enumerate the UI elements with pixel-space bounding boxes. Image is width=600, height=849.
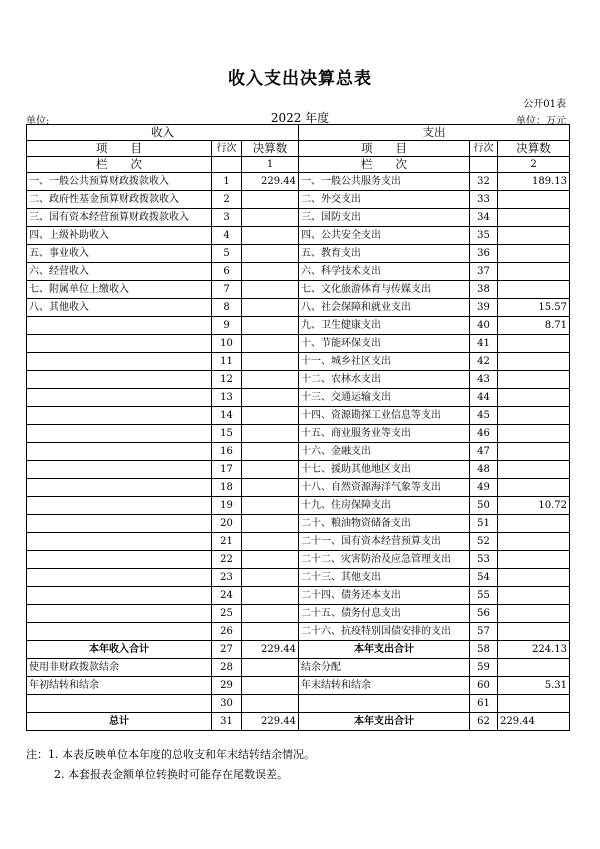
income-item <box>27 407 212 425</box>
expense-item: 十四、资源勘探工业信息等支出 <box>299 407 470 425</box>
expense-row-number: 49 <box>470 479 498 497</box>
table-row <box>27 227 570 245</box>
income-amount <box>242 677 299 695</box>
income-amount <box>242 605 299 623</box>
expense-row-number: 44 <box>470 389 498 407</box>
table-row <box>27 587 570 605</box>
empty-cell <box>470 157 498 173</box>
expense-amount <box>498 245 570 263</box>
income-row-number: 8 <box>212 299 242 317</box>
expense-amount <box>498 623 570 641</box>
expense-row-number: 61 <box>470 695 498 713</box>
income-amount <box>242 479 299 497</box>
total-row <box>27 677 570 695</box>
expense-row-number: 33 <box>470 191 498 209</box>
expense-item: 七、文化旅游体育与传媒支出 <box>299 281 470 299</box>
expense-item: 十三、交通运输支出 <box>299 389 470 407</box>
total-row <box>27 641 570 659</box>
income-item: 本年收入合计 <box>27 641 212 659</box>
note-2: 2. 本套报表金额单位转换时可能存在尾数误差。 <box>54 768 288 781</box>
table-row <box>27 335 570 353</box>
income-amount <box>242 587 299 605</box>
income-rowno-header: 行次 <box>212 141 242 157</box>
table-row <box>27 461 570 479</box>
unit-label: 单位: <box>26 116 50 127</box>
income-item <box>27 425 212 443</box>
expense-amount: 189.13 <box>498 173 570 191</box>
income-amount <box>242 209 299 227</box>
expense-item: 二十三、其他支出 <box>299 569 470 587</box>
expense-item: 十六、金融支出 <box>299 443 470 461</box>
expense-row-number: 62 <box>470 713 498 731</box>
expense-amount <box>498 281 570 299</box>
expense-amount <box>498 551 570 569</box>
expense-row-number: 52 <box>470 533 498 551</box>
income-row-number: 20 <box>212 515 242 533</box>
expense-item: 十八、自然资源海洋气象等支出 <box>299 479 470 497</box>
table-row <box>27 479 570 497</box>
income-amount <box>242 497 299 515</box>
expense-amount <box>498 353 570 371</box>
income-row-number: 24 <box>212 587 242 605</box>
expense-item: 十、节能环保支出 <box>299 335 470 353</box>
expense-item: 四、公共安全支出 <box>299 227 470 245</box>
total-row <box>27 713 570 731</box>
expense-row-number: 40 <box>470 317 498 335</box>
expense-item: 二十五、债务付息支出 <box>299 605 470 623</box>
table-row <box>27 389 570 407</box>
expense-amount <box>498 479 570 497</box>
expense-item-header: 项 目 <box>299 141 470 157</box>
income-item: 四、上级补助收入 <box>27 227 212 245</box>
expense-row-number: 57 <box>470 623 498 641</box>
income-row-number: 26 <box>212 623 242 641</box>
expense-item: 结余分配 <box>299 659 470 677</box>
expense-amount: 229.44 <box>498 713 570 731</box>
table-row <box>27 317 570 335</box>
expense-row-number: 58 <box>470 641 498 659</box>
expense-amount <box>498 443 570 461</box>
income-row-number: 11 <box>212 353 242 371</box>
expense-row-number: 50 <box>470 497 498 515</box>
expense-row-number: 51 <box>470 515 498 533</box>
table-row <box>27 425 570 443</box>
table-row <box>27 191 570 209</box>
expense-column-number: 2 <box>498 157 570 173</box>
income-column-label: 栏 次 <box>27 157 212 173</box>
expense-amount: 15.57 <box>498 299 570 317</box>
expense-row-number: 42 <box>470 353 498 371</box>
income-column-number: 1 <box>242 157 299 173</box>
expense-row-number: 36 <box>470 245 498 263</box>
income-amount <box>242 317 299 335</box>
income-amount <box>242 263 299 281</box>
expense-item: 五、教育支出 <box>299 245 470 263</box>
income-amount <box>242 659 299 677</box>
income-row-number: 27 <box>212 641 242 659</box>
expense-item: 九、卫生健康支出 <box>299 317 470 335</box>
expense-amount <box>498 191 570 209</box>
expense-amount: 8.71 <box>498 317 570 335</box>
expense-amount <box>498 605 570 623</box>
income-item: 年初结转和结余 <box>27 677 212 695</box>
expense-row-number: 46 <box>470 425 498 443</box>
income-row-number: 29 <box>212 677 242 695</box>
expense-item: 三、国防支出 <box>299 209 470 227</box>
income-amount <box>242 191 299 209</box>
table-row <box>27 515 570 533</box>
expense-item: 二十一、国有资本经营预算支出 <box>299 533 470 551</box>
expense-item: 本年支出合计 <box>299 641 470 659</box>
table-row <box>27 533 570 551</box>
income-amount: 229.44 <box>242 173 299 191</box>
budget-table <box>26 124 570 731</box>
income-amount-header: 决算数 <box>242 141 299 157</box>
income-row-number: 12 <box>212 371 242 389</box>
expense-row-number: 45 <box>470 407 498 425</box>
expense-amount <box>498 533 570 551</box>
income-amount <box>242 623 299 641</box>
income-item: 八、其他收入 <box>27 299 212 317</box>
expense-row-number: 48 <box>470 461 498 479</box>
expense-row-number: 56 <box>470 605 498 623</box>
expense-item: 本年支出合计 <box>299 713 470 731</box>
budget-table-body <box>27 125 570 731</box>
column-index-row <box>27 157 570 173</box>
income-item <box>27 317 212 335</box>
table-row <box>27 443 570 461</box>
income-item <box>27 569 212 587</box>
income-row-number: 9 <box>212 317 242 335</box>
expense-item: 十九、住房保障支出 <box>299 497 470 515</box>
income-amount <box>242 533 299 551</box>
expense-amount: 224.13 <box>498 641 570 659</box>
expense-row-number: 32 <box>470 173 498 191</box>
income-row-number: 14 <box>212 407 242 425</box>
income-row-number: 3 <box>212 209 242 227</box>
income-item <box>27 623 212 641</box>
expense-item: 十七、援助其他地区支出 <box>299 461 470 479</box>
income-row-number: 10 <box>212 335 242 353</box>
expense-row-number: 34 <box>470 209 498 227</box>
form-code: 公开01表 <box>523 99 566 110</box>
expense-amount <box>498 227 570 245</box>
expense-column-label: 栏 次 <box>299 157 470 173</box>
income-amount <box>242 371 299 389</box>
income-row-number: 28 <box>212 659 242 677</box>
income-section-header: 收入 <box>27 125 299 141</box>
income-row-number: 15 <box>212 425 242 443</box>
income-amount <box>242 515 299 533</box>
section-header-row <box>27 125 570 141</box>
income-amount <box>242 695 299 713</box>
income-row-number: 21 <box>212 533 242 551</box>
expense-row-number: 43 <box>470 371 498 389</box>
amount-unit: 单位：万元 <box>516 116 566 127</box>
expense-row-number: 55 <box>470 587 498 605</box>
table-row <box>27 497 570 515</box>
income-amount <box>242 281 299 299</box>
income-row-number: 22 <box>212 551 242 569</box>
expense-item: 八、社会保障和就业支出 <box>299 299 470 317</box>
expense-amount: 10.72 <box>498 497 570 515</box>
income-amount <box>242 245 299 263</box>
table-row <box>27 551 570 569</box>
expense-row-number: 59 <box>470 659 498 677</box>
expense-row-number: 38 <box>470 281 498 299</box>
income-amount <box>242 353 299 371</box>
income-row-number: 18 <box>212 479 242 497</box>
page-title: 收入支出决算总表 <box>228 69 372 89</box>
expense-amount <box>498 587 570 605</box>
income-item <box>27 479 212 497</box>
expense-row-number: 35 <box>470 227 498 245</box>
income-item <box>27 443 212 461</box>
income-row-number: 1 <box>212 173 242 191</box>
expense-item: 二、外交支出 <box>299 191 470 209</box>
expense-item: 二十、粮油物资储备支出 <box>299 515 470 533</box>
expense-amount <box>498 659 570 677</box>
table-row <box>27 353 570 371</box>
income-amount: 229.44 <box>242 641 299 659</box>
table-row <box>27 605 570 623</box>
expense-item: 十五、商业服务业等支出 <box>299 425 470 443</box>
expense-item: 十二、农林水支出 <box>299 371 470 389</box>
note-1: 注：1. 本表反映单位本年度的总收支和年末结转结余情况。 <box>26 748 315 761</box>
expense-item <box>299 695 470 713</box>
expense-row-number: 54 <box>470 569 498 587</box>
expense-amount <box>498 389 570 407</box>
income-item <box>27 371 212 389</box>
income-item <box>27 461 212 479</box>
income-row-number: 13 <box>212 389 242 407</box>
income-amount <box>242 461 299 479</box>
income-row-number: 4 <box>212 227 242 245</box>
income-amount <box>242 425 299 443</box>
income-item <box>27 335 212 353</box>
expense-row-number: 41 <box>470 335 498 353</box>
expense-row-number: 37 <box>470 263 498 281</box>
income-item: 二、政府性基金预算财政拨款收入 <box>27 191 212 209</box>
expense-item: 年末结转和结余 <box>299 677 470 695</box>
expense-row-number: 47 <box>470 443 498 461</box>
income-item: 七、附属单位上缴收入 <box>27 281 212 299</box>
income-item <box>27 587 212 605</box>
expense-row-number: 53 <box>470 551 498 569</box>
expense-amount <box>498 263 570 281</box>
expense-amount <box>498 695 570 713</box>
income-amount <box>242 299 299 317</box>
income-item: 五、事业收入 <box>27 245 212 263</box>
table-row <box>27 371 570 389</box>
income-item <box>27 551 212 569</box>
income-item <box>27 605 212 623</box>
income-row-number: 6 <box>212 263 242 281</box>
column-header-row <box>27 141 570 157</box>
income-item: 六、经营收入 <box>27 263 212 281</box>
expense-item: 一、一般公共服务支出 <box>299 173 470 191</box>
income-item <box>27 353 212 371</box>
total-row <box>27 695 570 713</box>
income-row-number: 17 <box>212 461 242 479</box>
income-row-number: 23 <box>212 569 242 587</box>
income-item <box>27 515 212 533</box>
income-amount <box>242 443 299 461</box>
table-row <box>27 173 570 191</box>
table-row <box>27 209 570 227</box>
table-row <box>27 263 570 281</box>
table-row <box>27 281 570 299</box>
expense-section-header: 支出 <box>299 125 570 141</box>
income-item: 总计 <box>27 713 212 731</box>
income-row-number: 31 <box>212 713 242 731</box>
expense-amount <box>498 209 570 227</box>
income-row-number: 19 <box>212 497 242 515</box>
income-item: 三、国有资本经营预算财政拨款收入 <box>27 209 212 227</box>
expense-item: 二十六、抗疫特别国债安排的支出 <box>299 623 470 641</box>
expense-amount <box>498 461 570 479</box>
income-amount <box>242 569 299 587</box>
expense-item: 二十二、灾害防治及应急管理支出 <box>299 551 470 569</box>
income-row-number: 16 <box>212 443 242 461</box>
income-amount <box>242 335 299 353</box>
expense-amount <box>498 569 570 587</box>
income-item <box>27 389 212 407</box>
expense-rowno-header: 行次 <box>470 141 498 157</box>
income-row-number: 5 <box>212 245 242 263</box>
income-item <box>27 533 212 551</box>
income-row-number: 2 <box>212 191 242 209</box>
income-item: 一、一般公共预算财政拨款收入 <box>27 173 212 191</box>
expense-row-number: 60 <box>470 677 498 695</box>
table-row <box>27 299 570 317</box>
table-row <box>27 245 570 263</box>
expense-amount <box>498 371 570 389</box>
expense-item: 二十四、债务还本支出 <box>299 587 470 605</box>
income-row-number: 7 <box>212 281 242 299</box>
income-item <box>27 497 212 515</box>
total-row <box>27 659 570 677</box>
table-row <box>27 407 570 425</box>
expense-amount <box>498 335 570 353</box>
expense-amount <box>498 425 570 443</box>
income-row-number: 25 <box>212 605 242 623</box>
footnotes <box>26 745 315 785</box>
fiscal-year: 2022 年度 <box>270 111 330 125</box>
income-item: 使用非财政拨款结余 <box>27 659 212 677</box>
expense-amount <box>498 407 570 425</box>
income-item <box>27 695 212 713</box>
expense-item: 十一、城乡社区支出 <box>299 353 470 371</box>
income-item-header: 项 目 <box>27 141 212 157</box>
income-amount: 229.44 <box>242 713 299 731</box>
income-amount <box>242 227 299 245</box>
empty-cell <box>212 157 242 173</box>
income-amount <box>242 551 299 569</box>
table-row <box>27 623 570 641</box>
income-row-number: 30 <box>212 695 242 713</box>
income-amount <box>242 407 299 425</box>
expense-amount-header: 决算数 <box>498 141 570 157</box>
expense-item: 六、科学技术支出 <box>299 263 470 281</box>
expense-row-number: 39 <box>470 299 498 317</box>
expense-amount <box>498 515 570 533</box>
income-amount <box>242 389 299 407</box>
expense-amount: 5.31 <box>498 677 570 695</box>
table-row <box>27 569 570 587</box>
